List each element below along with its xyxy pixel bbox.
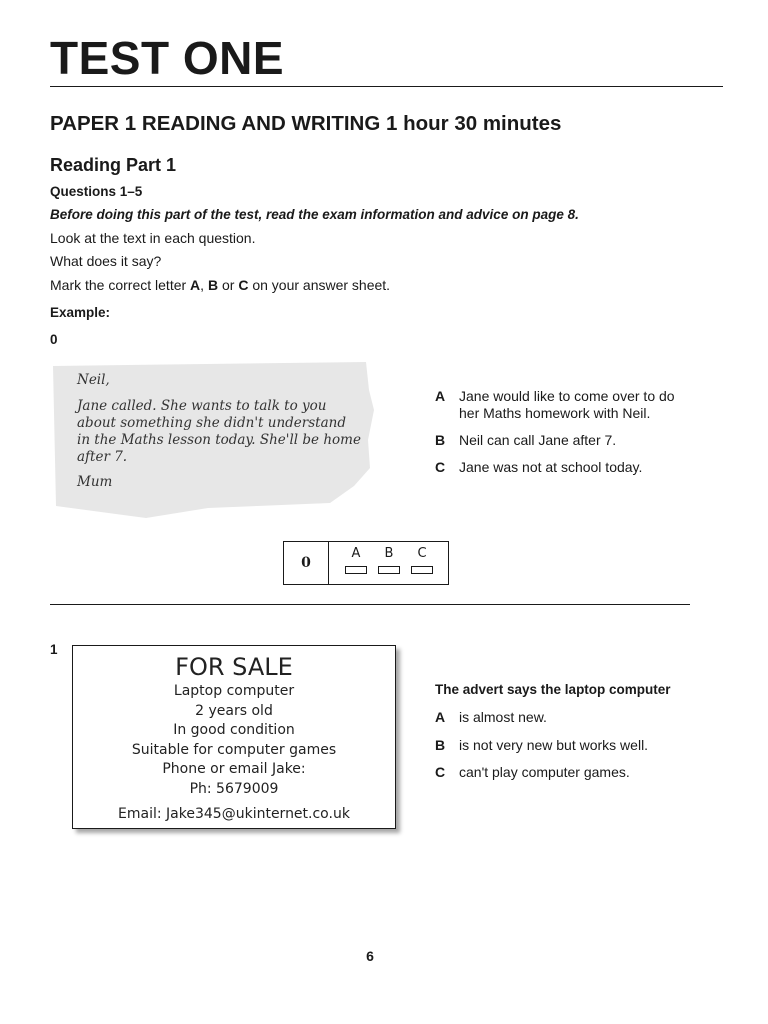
answer-column-label: A <box>351 546 361 561</box>
question-1-option-b <box>435 737 691 754</box>
question-1-option-a <box>435 709 691 726</box>
option-letter: A <box>435 388 446 404</box>
instruction-line-2: What does it say? <box>50 253 162 269</box>
option-text: Jane was not at school today. <box>459 459 643 475</box>
answer-bubble <box>378 566 400 574</box>
advert-email: Email: Jake345@ukinternet.co.uk <box>118 806 350 822</box>
example-answer-box <box>283 541 449 585</box>
note-body: Jane called. She wants to talk to you about something she didn't understand in the Maths lesson today. She'll be home after 7. <box>77 398 361 465</box>
question-1-stem: The advert says the laptop computer <box>435 682 671 697</box>
option-letter: A <box>435 709 446 725</box>
answer-column-label: C <box>417 546 427 561</box>
advice-text: Before doing this part of the test, read the exam information and advice on page 8. <box>50 207 579 222</box>
option-text: Jane would like to come over to do her Maths homework with Neil. <box>459 388 675 421</box>
example-option-a <box>435 388 691 422</box>
instruction-mark-line <box>50 277 390 293</box>
answer-column-a <box>344 546 368 574</box>
letter-b: B <box>207 277 219 293</box>
for-sale-advert <box>72 645 396 829</box>
option-text: Neil can call Jane after 7. <box>459 432 617 448</box>
section-divider <box>50 604 690 605</box>
advert-line: In good condition <box>173 722 295 738</box>
note-greeting: Neil, <box>77 372 110 388</box>
answer-box-number: 0 <box>284 542 329 584</box>
page-number: 6 <box>366 948 374 964</box>
mark-prefix: Mark the correct letter <box>50 277 191 293</box>
separator-1: , <box>200 277 208 293</box>
option-text: is almost new. <box>459 709 547 725</box>
advert-line: Phone or email Jake: <box>162 761 306 777</box>
example-number: 0 <box>50 332 58 347</box>
option-text: can't play computer games. <box>459 764 630 780</box>
paper-title: PAPER 1 READING AND WRITING 1 hour 30 minutes <box>50 112 562 135</box>
question-1-option-c <box>435 764 691 781</box>
note-signoff: Mum <box>77 474 113 490</box>
mark-suffix: on your answer sheet. <box>248 277 391 293</box>
advert-line: Ph: 5679009 <box>189 780 279 797</box>
example-option-b <box>435 432 691 449</box>
example-label: Example: <box>50 305 111 320</box>
instruction-line-1: Look at the text in each question. <box>50 230 256 246</box>
answer-bubble <box>411 566 433 574</box>
advert-line: Suitable for computer games <box>131 741 337 758</box>
advert-heading: FOR SALE <box>175 653 293 681</box>
test-title: TEST ONE <box>50 32 285 84</box>
option-letter: C <box>435 764 446 780</box>
questions-range: Questions 1–5 <box>50 184 143 199</box>
title-divider <box>50 86 723 87</box>
example-option-c <box>435 459 691 476</box>
letter-a: A <box>190 277 201 293</box>
answer-column-label: B <box>384 546 394 561</box>
option-letter: B <box>435 432 446 448</box>
option-text: is not very new but works well. <box>459 737 649 753</box>
option-letter: C <box>435 459 446 475</box>
answer-column-c <box>410 546 434 574</box>
letter-c: C <box>238 277 249 293</box>
separator-2: or <box>218 277 239 293</box>
option-letter: B <box>435 737 446 753</box>
advert-line: Laptop computer <box>173 683 295 699</box>
advert-line: 2 years old <box>195 702 273 719</box>
answer-column-b <box>377 546 401 574</box>
question-1-number: 1 <box>50 642 58 657</box>
part-title: Reading Part 1 <box>50 155 177 175</box>
answer-bubble <box>345 566 367 574</box>
